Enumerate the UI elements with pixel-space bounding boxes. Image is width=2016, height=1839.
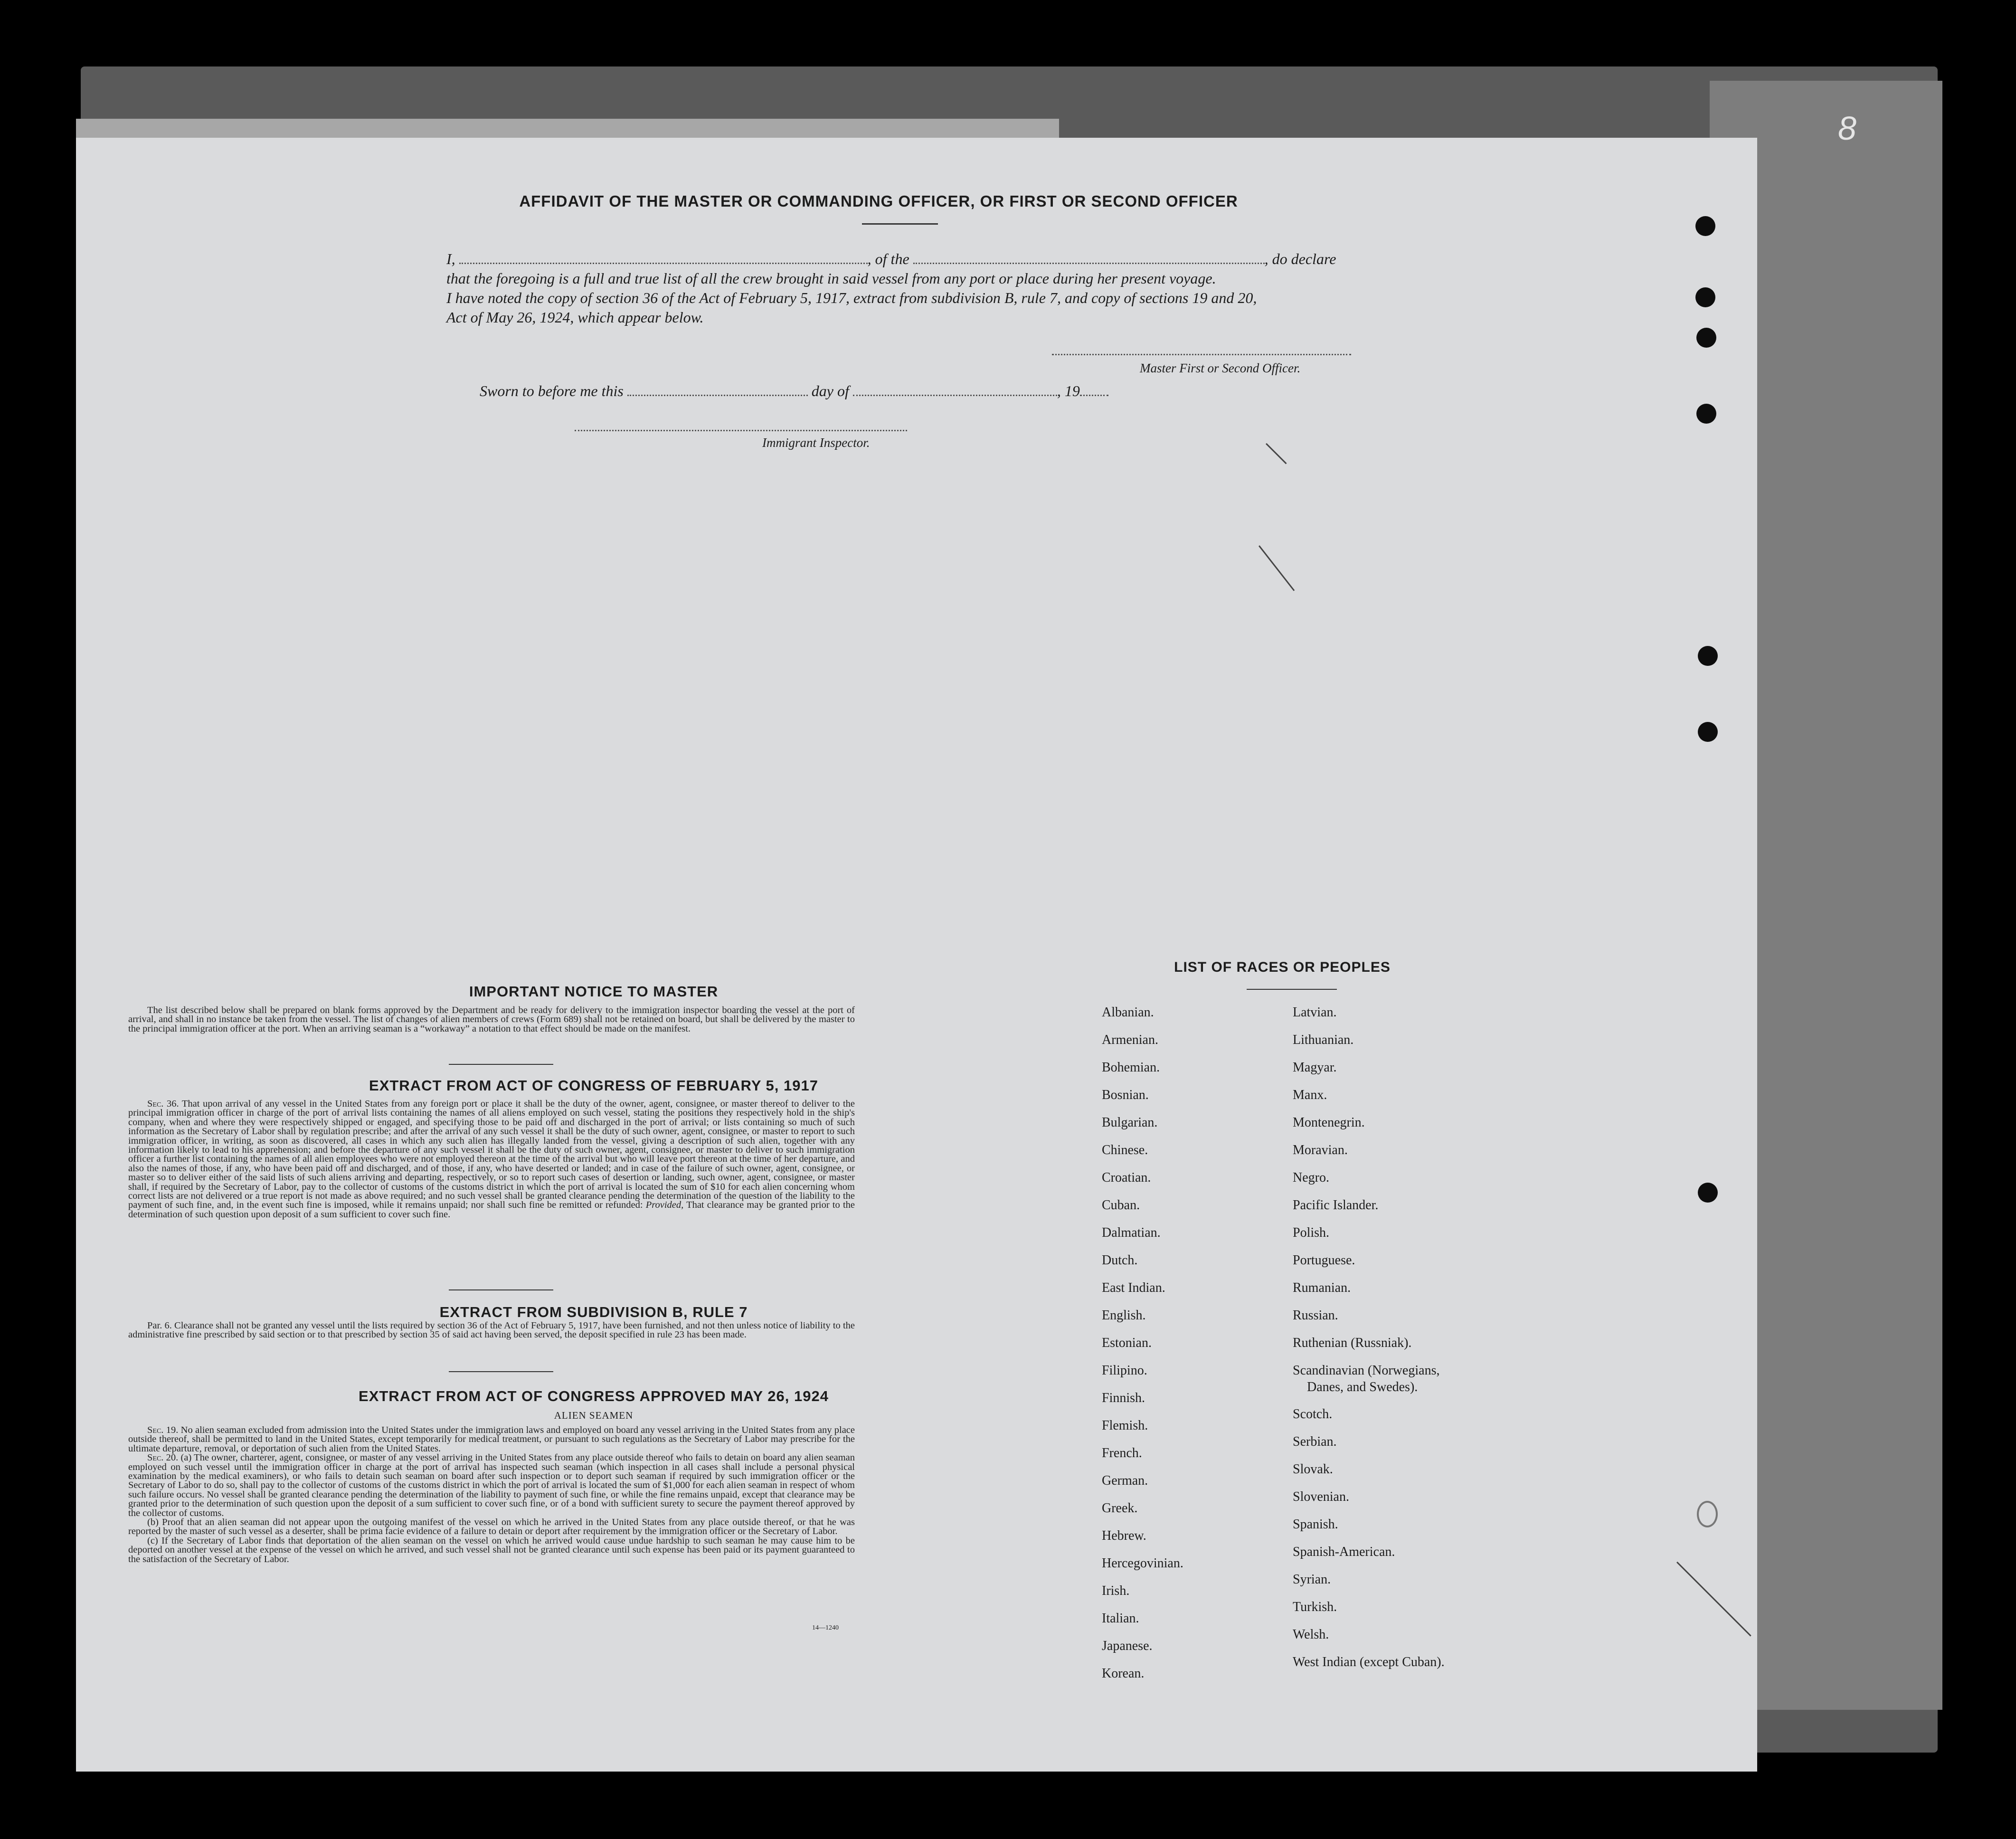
sworn-day-blank[interactable] [627,382,808,396]
sec20a-text: (a) The owner, charterer, agent, consignee, or master of any vessel arriving in the United States from any place outside thereof who fails to detain on board any alien seaman employed on such vessel until the immigration officer in charge at the port of arrival has inspected such seaman (which inspection in all cases shall include a personal physical examination by the medical examiners), or who fails to detain such seaman on board after such inspection or to deport such seaman if required by such immigration officer or the Secretary of Labor to do so, shall pay to the collector of customs of the customs district in which the port of arrival is located the sum of $1,000 for each alien seaman in respect of whom such failure occurs. No vessel shall be granted clearance pending the determination of the liability to payment of such fine, or while the fine remains unpaid, except that clearance may be granted prior to the determination of such question upon the deposit of a sum sufficient to cover such fine, or of a bond with sufficient surety to secure the payment thereof approved by the collector of customs. [128,1452,855,1518]
sworn-prefix: Sworn to before me this [480,382,624,399]
sworn-year: , 19 [1057,382,1080,399]
race-item: Magyar. [1293,1060,1337,1075]
sworn-line [480,382,1108,400]
affidavit-line-2: that the foregoing is a full and true list of all the crew brought in said vessel from any port or place during her present voyage. [446,270,1216,287]
punch-hole [1695,287,1715,307]
affidavit-line-4: Act of May 26, 1924, which appear below. [446,309,704,326]
race-item: Bohemian. [1102,1060,1160,1075]
race-item: Greek. [1102,1501,1138,1516]
sworn-month-blank[interactable] [853,382,1057,396]
inspector-signature-line[interactable] [575,430,907,431]
punch-hole [1696,404,1716,424]
extract-1924-title: EXTRACT FROM ACT OF CONGRESS APPROVED MAY 26, 1924 [359,1388,829,1404]
declare-line [446,249,1372,269]
vessel-blank[interactable] [913,250,1265,264]
punch-hole [1695,216,1715,236]
race-item: Danes, and Swedes). [1307,1380,1418,1394]
race-item: Slovak. [1293,1462,1333,1477]
divider [449,1064,553,1065]
race-item: Rumanian. [1293,1280,1351,1295]
sec20-label: Sec. 20. [147,1452,179,1463]
race-item: Latvian. [1293,1005,1337,1020]
race-item: Spanish. [1293,1517,1338,1532]
race-item: Manx. [1293,1088,1327,1102]
sec20b-text: (b) Proof that an alien seaman did not appear upon the outgoing manifest of the vessel on which he arrived in the United States from any place outside thereof, or that he was reported by the master of such vessel as a deserter, shall be prima facie evidence of a failure to detain or deport after requirement by the immigration officer or the Secretary of Labor. [128,1517,855,1537]
extract-1924-text [128,1426,855,1564]
race-item: Bosnian. [1102,1088,1149,1102]
sec20c-text: (c) If the Secretary of Labor finds that deportation of the alien seaman on the vessel on which he arrived would cause undue hardship to such seaman he may cause him to be deported on another vessel at the expense of the vessel on which he arrived, and such vessel shall not be granted clearance until such expense has been paid or its payment guaranteed to the satisfaction of the Secretary of Labor. [128,1535,855,1564]
punch-hole [1698,1183,1718,1203]
sec19-label: Sec. 19. [147,1425,179,1435]
sec36-text: That upon arrival of any vessel in the United States from any foreign port or place it shall be the duty of the owner, agent, consignee, or master thereof to deliver to the principal immigration officer in charge of the port of arrival lists containing the names of all aliens employed on such vessel, stating the positions they respectively hold in the ship's company, when and where they were respectively shipped or engaged, and specifying those to be paid off and discharged in the port of arrival; or lists containing so much of such information as the Secretary of Labor shall by regulation prescribe; and after the arrival of any such vessel it shall be the duty of such owner, agent, consignee, or master to report to such immigration officer, in writing, as soon as discovered, all cases in which any such alien has illegally landed from the vessel, giving a description of such alien, together with any information likely to lead to his apprehension; and before the departure of any such vessel it shall be the duty of such owner, agent, consignee, or master to deliver to such immigration officer a further list containing the names of all alien employees who were not employed thereon at the time of the arrival but who will leave port thereon at the time of her departure, and also the names of those, if any, who have been paid off and discharged, and of those, if any, who have deserted or landed; and in case of the failure of such owner, agent, consignee, or master so to deliver either of the said lists of such aliens arriving and departing, respectively, or so to report such cases of desertion or landing, such owner, agent, consignee, or master shall, if required by the Secretary of Labor, pay to the collector of customs of the customs district in which the port of arrival is located the sum of $10 for each alien concerning whom correct lists are not delivered or a true report is not made as above required; and no such vessel shall be granted clearance pending the determination of the question of the liability to the payment of such fine, and, in the event such fine is imposed, while it remains unpaid; nor shall such fine be remitted or refunded: [128,1099,855,1211]
sworn-dayof: day of [811,382,849,399]
race-item: Croatian. [1102,1170,1151,1185]
alien-seamen-subtitle: ALIEN SEAMEN [554,1410,634,1421]
notice-title: IMPORTANT NOTICE TO MASTER [469,983,719,1000]
race-item: Dutch. [1102,1253,1138,1268]
subdiv-b-paragraph: Par. 6. Clearance shall not be granted any vessel until the lists required by section 36 of the Act of February 5, 1917, have been furnished, and not then unless notice of liability to the administrative fine prescribed by said section or to that prescribed by section 35 of said act having been served, the deposit specified in rule 23 has been made. [128,1320,855,1340]
race-item: East Indian. [1102,1280,1165,1295]
race-item: Polish. [1293,1225,1330,1240]
page-number-mark: 8 [1838,110,1856,147]
race-item: Russian. [1293,1308,1338,1323]
race-item: Hebrew. [1102,1528,1146,1543]
races-column-1 [1102,999,1183,1687]
race-item: Spanish-American. [1293,1545,1395,1559]
race-item: Korean. [1102,1666,1145,1681]
master-signature-label: Master First or Second Officer. [1140,361,1301,375]
sec36-end: That clearance may be granted prior to the determination of such question upon deposit of a sum sufficient to cover such fine. [128,1200,855,1220]
races-title-rule [1247,989,1337,990]
punch-hole [1698,646,1718,666]
affidavit-body [446,249,1372,327]
punch-hole [1698,722,1718,742]
master-signature-line[interactable] [1052,354,1351,355]
extract-1917-text [128,1100,855,1219]
sworn-year-blank[interactable] [1080,382,1108,396]
race-item: Finnish. [1102,1391,1145,1405]
race-item: West Indian (except Cuban). [1293,1655,1445,1669]
provided-word: Provided, [645,1200,684,1211]
inspector-label: Immigrant Inspector. [762,436,870,450]
race-item: Flemish. [1102,1418,1148,1433]
punch-hole [1696,328,1716,348]
notice-paragraph: The list described below shall be prepared on blank forms approved by the Department and be ready for delivery to the immigration inspector boarding the vessel at the port of arrival, and shall in no instance be taken from the vessel. The list of changes of alien members of crews (Form 689) shall not be retained on board, but shall be delivered by the master to the principal immigration officer at the port. When an arriving seaman is a “workaway” a notation to that effect should be made on the manifest. [128,1005,855,1034]
extract-1917-title: EXTRACT FROM ACT OF CONGRESS OF FEBRUARY 5, 1917 [369,1077,818,1094]
race-item: Lithuanian. [1293,1033,1354,1047]
race-item: Turkish. [1293,1600,1337,1614]
race-item: Montenegrin. [1293,1115,1365,1130]
affidavit-title: AFFIDAVIT OF THE MASTER OR COMMANDING OFFICER, OR FIRST OR SECOND OFFICER [519,192,1238,210]
race-item: Armenian. [1102,1033,1158,1047]
race-item: Portuguese. [1293,1253,1355,1268]
subdiv-b-text [128,1321,855,1340]
race-item: Moravian. [1293,1143,1348,1157]
declare-end: , do declare [1264,250,1336,267]
race-item: French. [1102,1446,1142,1460]
sec19-text: No alien seaman excluded from admission into the United States under the immigration laws and employed on board any vessel arriving in the United States from any place outside thereof, shall be permitted to land in the United States, except temporarily for medical treatment, or pursuant to such regulations as the Secretary of Labor may prescribe for the ultimate departure, removal, or deportation of such alien from the United States. [128,1425,855,1454]
race-item: Slovenian. [1293,1489,1349,1504]
race-item: Scandinavian (Norwegians, [1293,1363,1440,1378]
race-item: Japanese. [1102,1639,1153,1653]
race-item: Irish. [1102,1583,1130,1598]
race-item: Syrian. [1293,1572,1331,1587]
race-item: Bulgarian. [1102,1115,1158,1130]
race-item: Filipino. [1102,1363,1147,1378]
subdiv-b-title: EXTRACT FROM SUBDIVISION B, RULE 7 [439,1304,748,1320]
race-item: Negro. [1293,1170,1329,1185]
race-item: Welsh. [1293,1627,1329,1642]
race-item: Albanian. [1102,1005,1154,1020]
race-item: Cuban. [1102,1198,1140,1213]
race-item: English. [1102,1308,1146,1323]
race-item: Pacific Islander. [1293,1198,1379,1213]
race-item: German. [1102,1473,1148,1488]
race-item: Ruthenian (Russniak). [1293,1336,1412,1350]
sec36-label: Sec. 36. [147,1099,179,1109]
name-blank[interactable] [459,250,868,264]
race-item: Dalmatian. [1102,1225,1161,1240]
declare-of: , of the [867,250,909,267]
form-number: 14—1240 [812,1624,839,1631]
race-item: Serbian. [1293,1434,1337,1449]
divider [449,1371,553,1372]
race-item: Hercegovinian. [1102,1556,1183,1571]
affidavit-line-3: I have noted the copy of section 36 of the Act of February 5, 1917, extract from subdivision B, rule 7, and copy of sections 19 and 20, [446,289,1257,306]
race-item: Scotch. [1293,1407,1333,1422]
declare-i: I, [446,250,455,267]
race-item: Chinese. [1102,1143,1148,1157]
races-column-2 [1293,999,1445,1676]
title-rule [862,223,938,225]
race-item: Italian. [1102,1611,1139,1626]
notice-text [128,1006,855,1033]
race-item: Estonian. [1102,1336,1152,1350]
races-title: LIST OF RACES OR PEOPLES [1174,959,1391,975]
punch-hole-outline [1697,1501,1718,1527]
divider [449,1289,553,1290]
